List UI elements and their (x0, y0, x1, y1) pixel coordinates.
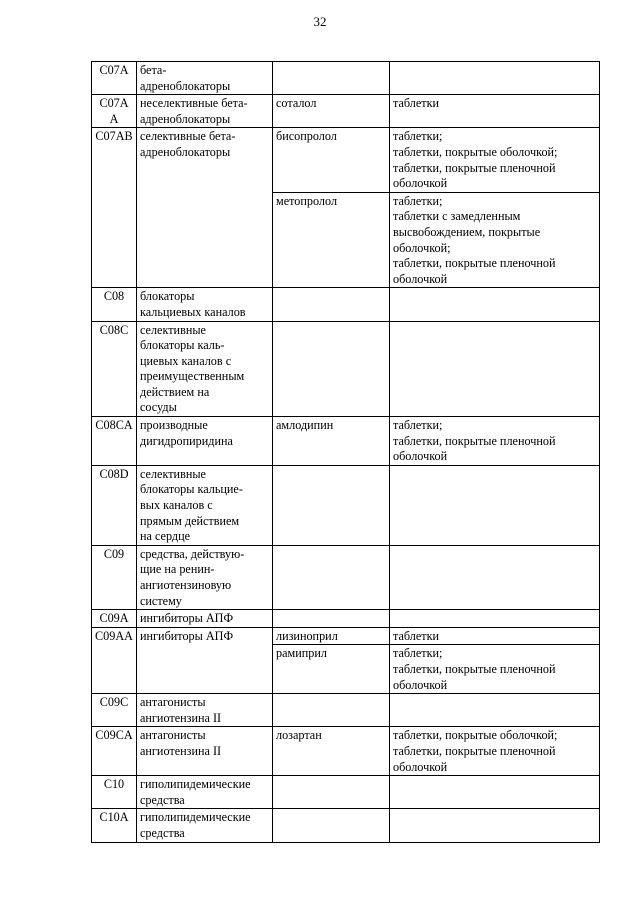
drug-name-cell (273, 610, 390, 628)
anatomical-group-cell: антагонисты ангиотензина II (137, 727, 273, 776)
drug-name-cell: метопролол (273, 192, 390, 288)
anatomical-group-cell: селективные блокаторы кальцие- вых каналов с прямым действием на сердце (137, 465, 273, 545)
drug-name-cell: соталол (273, 95, 390, 128)
table-row (92, 288, 600, 321)
dosage-form-cell: таблетки; таблетки с замедленным высвобождением, покрытые оболочкой; таблетки, покрытые пленочной оболочкой (390, 192, 600, 288)
table-row (92, 694, 600, 727)
dosage-form-cell: таблетки (390, 95, 600, 128)
atc-code-cell: C10 (92, 776, 137, 809)
table-row (92, 128, 600, 192)
table-row (92, 545, 600, 609)
dosage-form-cell: таблетки (390, 627, 600, 645)
atc-code-cell: C08D (92, 465, 137, 545)
table-row (92, 610, 600, 628)
atc-code-cell: C09A (92, 610, 137, 628)
dosage-form-cell (390, 288, 600, 321)
drug-name-cell: амлодипин (273, 417, 390, 466)
atc-code-cell: C08C (92, 321, 137, 417)
dosage-form-cell (390, 545, 600, 609)
drug-name-cell (273, 62, 390, 95)
table-row (92, 62, 600, 95)
atc-code-cell: C09 (92, 545, 137, 609)
anatomical-group-cell: селективные бета- адреноблокаторы (137, 128, 273, 288)
anatomical-group-cell: бета- адреноблокаторы (137, 62, 273, 95)
anatomical-group-cell: средства, действую- щие на ренин- ангиотензиновую систему (137, 545, 273, 609)
atc-code-cell: C07A (92, 62, 137, 95)
atc-code-cell: C09CA (92, 727, 137, 776)
table-row (92, 95, 600, 128)
drug-name-cell: рамиприл (273, 645, 390, 694)
table-row (92, 727, 600, 776)
dosage-form-cell (390, 62, 600, 95)
drug-name-cell (273, 545, 390, 609)
atc-code-cell: C07AB (92, 128, 137, 288)
anatomical-group-cell: неселективные бета- адреноблокаторы (137, 95, 273, 128)
dosage-form-cell (390, 321, 600, 417)
drug-name-cell: лизиноприл (273, 627, 390, 645)
atc-code-cell: C10A (92, 809, 137, 842)
table-body (92, 62, 600, 843)
atc-code-cell: C09AA (92, 627, 137, 693)
anatomical-group-cell: блокаторы кальциевых каналов (137, 288, 273, 321)
drug-table (91, 61, 600, 843)
drug-name-cell (273, 321, 390, 417)
anatomical-group-cell: ингибиторы АПФ (137, 610, 273, 628)
table-row (92, 776, 600, 809)
dosage-form-cell (390, 610, 600, 628)
drug-name-cell (273, 465, 390, 545)
table-row (92, 417, 600, 466)
anatomical-group-cell: гиполипидемические средства (137, 776, 273, 809)
table-row (92, 321, 600, 417)
anatomical-group-cell: антагонисты ангиотензина II (137, 694, 273, 727)
drug-name-cell (273, 809, 390, 842)
anatomical-group-cell: производные дигидропиридина (137, 417, 273, 466)
dosage-form-cell: таблетки; таблетки, покрытые оболочкой; таблетки, покрытые пленочной оболочкой (390, 128, 600, 192)
atc-code-cell: C09C (92, 694, 137, 727)
dosage-form-cell (390, 776, 600, 809)
dosage-form-cell: таблетки, покрытые оболочкой; таблетки, покрытые пленочной оболочкой (390, 727, 600, 776)
anatomical-group-cell: ингибиторы АПФ (137, 627, 273, 693)
atc-code-cell: C08 (92, 288, 137, 321)
table-row (92, 627, 600, 645)
atc-code-cell: C08CA (92, 417, 137, 466)
drug-name-cell: бисопролол (273, 128, 390, 192)
dosage-form-cell (390, 809, 600, 842)
drug-name-cell (273, 288, 390, 321)
dosage-form-cell: таблетки; таблетки, покрытые пленочной оболочкой (390, 645, 600, 694)
drug-name-cell (273, 694, 390, 727)
dosage-form-cell (390, 465, 600, 545)
table-row (92, 465, 600, 545)
table-row (92, 809, 600, 842)
dosage-form-cell (390, 694, 600, 727)
atc-code-cell: C07A A (92, 95, 137, 128)
drug-name-cell (273, 776, 390, 809)
anatomical-group-cell: гиполипидемические средства (137, 809, 273, 842)
dosage-form-cell: таблетки; таблетки, покрытые пленочной оболочкой (390, 417, 600, 466)
drug-name-cell: лозартан (273, 727, 390, 776)
anatomical-group-cell: селективные блокаторы каль- циевых каналов с преимущественным действием на сосуды (137, 321, 273, 417)
page-number: 32 (313, 14, 327, 29)
